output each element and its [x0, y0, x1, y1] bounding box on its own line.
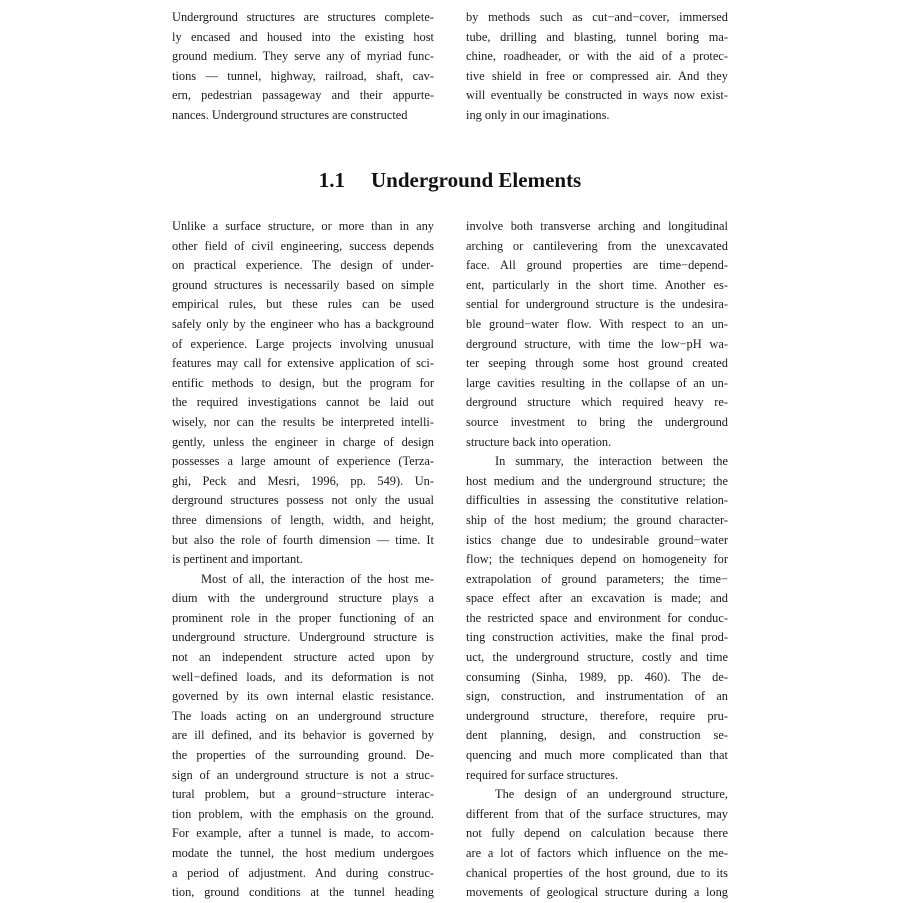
text-line: tion, ground conditions at the tunnel heading	[172, 885, 434, 900]
text-line: underground structure. Underground structure is	[172, 630, 434, 645]
text-line: of experience. Large projects involving unusual	[172, 336, 434, 351]
text-line: dent planning, design, and construction se-	[466, 728, 728, 743]
section-heading	[0, 165, 900, 195]
text-line: wisely, nor can the results be interpreted intelli-	[172, 414, 434, 429]
body-column-left	[172, 217, 434, 903]
text-line: ent, particularly in the short time. Another es-	[466, 277, 728, 292]
text-line: ly encased and housed into the existing host	[172, 29, 434, 44]
text-line: not an independent structure acted upon by	[172, 650, 434, 665]
text-line: the required investigations cannot be laid out	[172, 395, 434, 410]
text-line: dium with the underground structure plays a	[172, 591, 434, 606]
text-line: ern, pedestrian passageway and their appurte-	[172, 88, 434, 103]
text-line: ground medium. They serve any of myriad func-	[172, 49, 434, 64]
text-line: quencing and much more complicated than that	[466, 748, 728, 763]
text-line: sign of an underground structure is not a struc-	[172, 767, 434, 782]
text-line: difficulties in assessing the constitutive relation-	[466, 493, 728, 508]
section-title: Underground Elements	[371, 168, 582, 192]
text-line: derground structure which required heavy re-	[466, 395, 728, 410]
text-line: Underground structures are structures complete-	[172, 10, 434, 24]
text-line: ter seeping through some host ground created	[466, 356, 728, 371]
section-number: 1.1	[318, 168, 346, 192]
text-line: are ill defined, and its behavior is governed by	[172, 728, 434, 743]
text-line: prominent role in the proper functioning of an	[172, 610, 434, 625]
text-line: tions — tunnel, highway, railroad, shaft, cav-	[172, 68, 434, 83]
text-line: will eventually be constructed in ways now exist-	[466, 88, 728, 103]
text-line: underground structure, therefore, require pru-	[466, 708, 728, 723]
text-line: ble ground−water flow. With respect to an un-	[466, 316, 728, 331]
text-line: The design of an underground structure,	[495, 787, 728, 802]
text-line: nances. Underground structures are constructed	[172, 107, 408, 122]
text-line: sential for underground structure is the undesira-	[466, 297, 728, 312]
text-line: modate the tunnel, the host medium undergoes	[172, 846, 434, 860]
text-line: are a lot of factors which influence on the me-	[466, 846, 728, 860]
intro-column-left	[172, 8, 434, 126]
body-column-right	[466, 217, 728, 903]
text-line: tive shield in free or compressed air. And they	[466, 68, 728, 83]
text-line: a period of adjustment. And during construc-	[172, 865, 434, 880]
text-line: The loads acting on an underground structure	[172, 708, 434, 723]
text-line: chanical properties of the host ground, due to its	[466, 865, 728, 880]
text-line: is pertinent and important.	[172, 552, 303, 567]
text-line: by methods such as cut−and−cover, immersed	[466, 10, 728, 24]
text-line: involve both transverse arching and longitudinal	[466, 219, 728, 233]
text-line: derground structures possess not only the usual	[172, 493, 434, 508]
text-line: not fully depend on calculation because there	[466, 826, 728, 841]
text-line: space effect after an excavation is made; and	[466, 591, 728, 606]
text-line: tube, drilling and blasting, tunnel boring ma-	[466, 29, 728, 44]
text-line: empirical rules, but these rules can be used	[172, 297, 434, 312]
text-line: structure back into operation.	[466, 434, 612, 449]
text-line: possesses a large amount of experience (Terza-	[172, 454, 434, 469]
text-line: source investment to bring the underground	[466, 414, 728, 429]
text-line: movements of geological structure during a long	[466, 885, 728, 900]
text-line: governed by its own internal elastic resistance.	[172, 689, 434, 704]
text-line: istics change due to undesirable ground−water	[466, 532, 728, 547]
text-line: flow; the techniques depend on homogeneity for	[466, 552, 728, 567]
intro-column-right	[466, 8, 728, 126]
text-line: the properties of the surrounding ground. De-	[172, 748, 434, 763]
text-line: gently, unless the engineer in charge of design	[172, 434, 434, 449]
text-line: tural problem, but a ground−structure interac-	[172, 787, 434, 802]
text-line: other field of civil engineering, success depends	[172, 238, 434, 253]
text-line: face. All ground properties are time−depend-	[466, 258, 728, 273]
text-line: uct, the underground structure, costly and time	[466, 650, 728, 665]
text-line: ground structures is necessarily based on simple	[172, 277, 434, 292]
text-line: ing only in our imaginations.	[466, 107, 610, 122]
text-line: sign, construction, and instrumentation of an	[466, 689, 728, 704]
text-line: well−defined loads, and its deformation is not	[172, 669, 434, 684]
text-line: chine, roadheader, or with the aid of a protec-	[466, 49, 728, 64]
text-line: Unlike a surface structure, or more than in any	[172, 219, 434, 233]
text-line: Most of all, the interaction of the host me-	[201, 571, 434, 586]
text-line: the restricted space and environment for conduc-	[466, 610, 728, 625]
text-line: derground structure, with time the low−pH wa-	[466, 336, 728, 351]
text-line: ghi, Peck and Mesri, 1996, pp. 549). Un-	[172, 473, 434, 488]
text-line: ship of the host medium; the ground character-	[466, 512, 728, 527]
text-line: required for surface structures.	[466, 767, 619, 782]
text-line: features may call for extensive application of sci-	[172, 356, 434, 371]
text-line: consuming (Sinha, 1989, pp. 460). The de-	[466, 669, 728, 684]
text-line: three dimensions of length, width, and height,	[172, 512, 434, 527]
text-line: host medium and the underground structure; the	[466, 473, 728, 488]
text-line: large cavities resulting in the collapse of an un-	[466, 375, 728, 390]
text-line: extrapolation of ground parameters; the time−	[466, 571, 728, 586]
text-line: ting construction activities, make the final prod-	[466, 630, 728, 645]
text-line: different from that of the surface structures, may	[466, 806, 728, 821]
text-line: In summary, the interaction between the	[495, 454, 728, 469]
text-line: arching or cantilevering from the unexcavated	[466, 238, 728, 253]
text-line: safely only by the engineer who has a background	[172, 316, 434, 331]
text-line: entific methods to design, but the program for	[172, 375, 434, 390]
text-line: For example, after a tunnel is made, to accom-	[172, 826, 434, 841]
text-line: on practical experience. The design of under-	[172, 258, 434, 273]
text-line: but also the role of fourth dimension — time. It	[172, 532, 434, 547]
text-line: tion problem, with the emphasis on the ground.	[172, 806, 434, 821]
